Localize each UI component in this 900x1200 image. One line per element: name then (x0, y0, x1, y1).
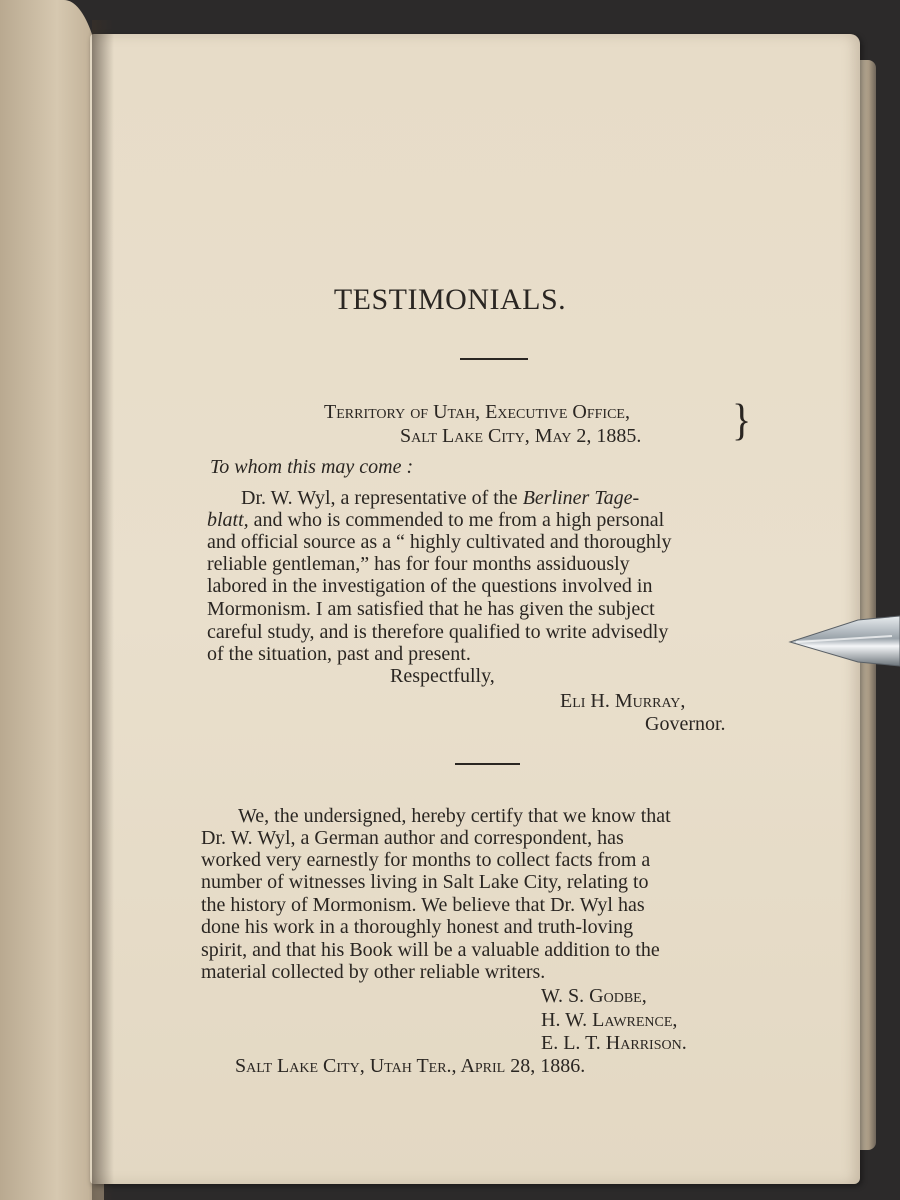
section-rule (455, 763, 520, 765)
letter1-closing: Respectfully, (390, 665, 495, 687)
page-title: TESTIMONIALS. (333, 283, 567, 316)
letter1-body-line: Dr. W. Wyl, a representative of the Berliner Tage- (241, 487, 640, 509)
letter1-salutation: To whom this may come : (210, 456, 414, 478)
letter1-signer-name: Eli H. Murray, (560, 690, 686, 712)
letter2-body-line: number of witnesses living in Salt Lake City, relating to (201, 871, 649, 893)
letter1-body-line: and official source as a “ highly cultivated and thoroughly (207, 531, 672, 553)
letter2-signer: H. W. Lawrence, (541, 1009, 678, 1031)
letter2-body-line: spirit, and that his Book will be a valuable addition to the (201, 939, 660, 961)
letter1-signer-title: Governor. (645, 713, 726, 735)
letter2-signer: E. L. T. Harrison. (541, 1032, 687, 1054)
letter1-heading-line1: Territory of Utah, Executive Office, (324, 401, 630, 423)
letter1-body-line: Mormonism. I am satisfied that he has given the subject (207, 598, 655, 620)
book-gutter (92, 20, 114, 1200)
letter2-signer: W. S. Godbe, (541, 985, 647, 1007)
facing-page (0, 0, 104, 1200)
letter2-body-line: the history of Mormonism. We believe that Dr. Wyl has (201, 894, 645, 916)
letter2-body-line: We, the undersigned, hereby certify that we know that (238, 805, 671, 827)
letter1-body-line: careful study, and is therefore qualified to write advisedly (207, 621, 669, 643)
letter1-body-line: of the situation, past and present. (207, 643, 471, 665)
letter1-heading-line2: Salt Lake City, May 2, 1885. (400, 425, 642, 447)
letter2-body-line: material collected by other reliable writers. (201, 961, 546, 983)
letter2-dateline: Salt Lake City, Utah Ter., April 28, 1886. (235, 1055, 586, 1077)
letter1-body-line: blatt, and who is commended to me from a high personal (207, 509, 665, 531)
title-rule (460, 358, 528, 360)
page-pointer-icon (788, 614, 900, 668)
letter1-body-line: labored in the investigation of the questions involved in (207, 575, 653, 597)
letter2-body-line: Dr. W. Wyl, a German author and correspondent, has (201, 827, 624, 849)
letter2-body-line: done his work in a thoroughly honest and truth-loving (201, 916, 634, 938)
letter2-body-line: worked very earnestly for months to collect facts from a (201, 849, 651, 871)
letter1-body-line: reliable gentleman,” has for four months assiduously (207, 553, 630, 575)
page-edge (858, 60, 876, 1150)
brace-mark: } (732, 394, 752, 445)
